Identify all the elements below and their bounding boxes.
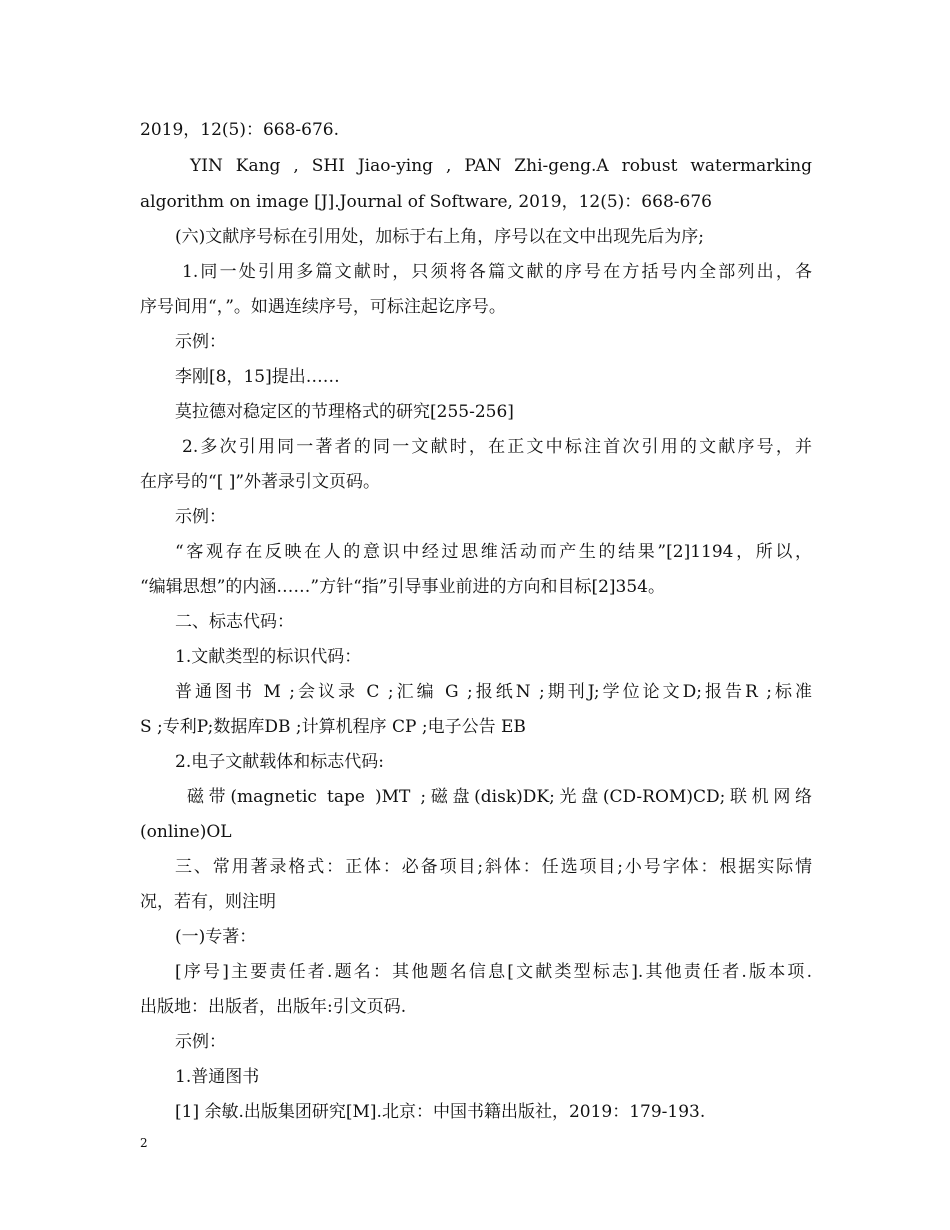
text-line: 2019，12(5)：668-676. xyxy=(140,120,340,140)
text-line: 示例： xyxy=(175,332,226,352)
text-line: S ;专利P;数据库DB ;计算机程序 CP ;电子公告 EB xyxy=(140,717,526,737)
page-number: 2 xyxy=(140,1136,148,1150)
text-line: 在序号的“[ ]”外著录引文页码。 xyxy=(140,472,381,492)
text-line: 莫拉德对稳定区的节理格式的研究[255-256] xyxy=(175,402,514,422)
text-line: 普通图书 M ;会议录 C ;汇编 G ;报纸N ;期刊J;学位论文D;报告R ;标准 xyxy=(175,682,812,702)
text-line: [序号]主要责任者.题名：其他题名信息[文献类型标志].其他责任者.版本项. xyxy=(175,962,812,982)
text-line: 示例： xyxy=(175,1032,226,1052)
text-line: 磁带(magnetic tape )MT ;磁盘(disk)DK;光盘(CD-ROM)CD;联机网络 xyxy=(187,787,812,807)
text-line: 序号间用“，”。如遇连续序号，可标注起讫序号。 xyxy=(140,297,506,317)
text-line: (一)专著： xyxy=(175,927,257,947)
text-line: 况，若有，则注明 xyxy=(140,892,276,912)
text-line: 1.普通图书 xyxy=(175,1067,260,1087)
text-line: (六)文献序号标在引用处，加标于右上角，序号以在文中出现先后为序; xyxy=(175,227,704,247)
text-line: “客观存在反映在人的意识中经过思维活动而产生的结果”[2]1194，所以， xyxy=(175,542,812,562)
text-line: 三、常用著录格式：正体：必备项目;斜体：任选项目;小号字体：根据实际情 xyxy=(175,857,812,877)
text-line: 二、标志代码： xyxy=(175,612,294,632)
text-line: 2.电子文献载体和标志代码: xyxy=(175,752,384,772)
text-line: 1.文献类型的标识代码： xyxy=(175,647,362,667)
text-line: 出版地：出版者，出版年:引文页码. xyxy=(140,997,407,1017)
text-line: “编辑思想”的内涵……”方针“指”引导事业前进的方向和目标[2]354。 xyxy=(140,577,665,597)
text-line: (online)OL xyxy=(140,822,232,842)
text-line: 示例： xyxy=(175,507,226,527)
text-line: 1.同一处引用多篇文献时，只须将各篇文献的序号在方括号内全部列出，各 xyxy=(182,262,812,282)
text-line: 李刚[8，15]提出…… xyxy=(175,367,340,387)
text-line: algorithm on image [J].Journal of Software, 2019，12(5)：668-676 xyxy=(140,192,712,212)
text-line: YIN Kang , SHI Jiao-ying , PAN Zhi-geng.A robust watermarking xyxy=(190,156,812,176)
text-line: 2.多次引用同一著者的同一文献时，在正文中标注首次引用的文献序号，并 xyxy=(182,437,812,457)
text-line: [1] 余敏.出版集团研究[M].北京：中国书籍出版社，2019：179-193. xyxy=(175,1102,706,1122)
